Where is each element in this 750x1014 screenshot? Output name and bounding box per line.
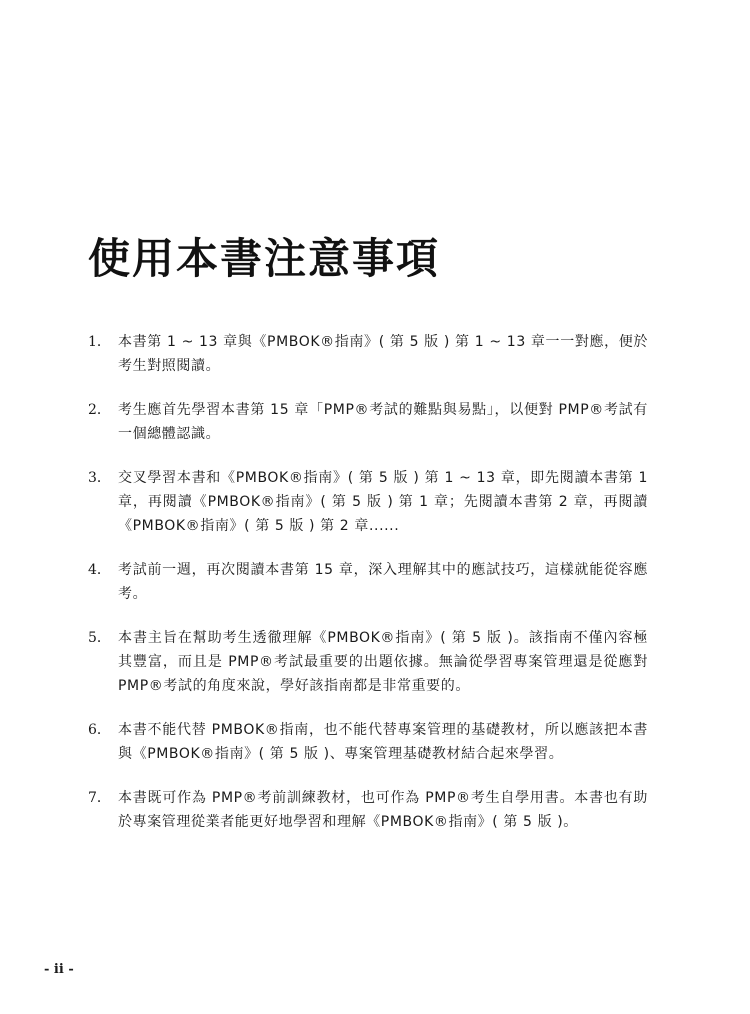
item-text: 考生應首先學習本書第 15 章「PMP®考試的難點與易點」，以便對 PMP®考試有一個總體認識。 (118, 402, 648, 442)
list-item (88, 398, 648, 446)
item-number: 5． (88, 630, 111, 646)
item-text: 本書不能代替 PMBOK®指南，也不能代替專案管理的基礎教材，所以應該把本書與《PMBOK®指南》( 第 5 版 )、專案管理基礎教材結合起來學習。 (118, 722, 648, 762)
list-item (88, 626, 648, 698)
page-title: 使用本書注意事項 (88, 234, 441, 283)
list-item (88, 558, 648, 606)
item-number: 4． (88, 562, 111, 578)
list-item (88, 718, 648, 766)
item-text: 本書第 1 ~ 13 章與《PMBOK®指南》( 第 5 版 ) 第 1 ~ 13 章一一對應，便於考生對照閱讀。 (118, 334, 648, 374)
page-number: - ii - (44, 962, 74, 977)
list-item (88, 466, 648, 538)
list-item (88, 786, 648, 834)
notes-list (88, 330, 648, 854)
item-number: 6． (88, 722, 111, 738)
list-item (88, 330, 648, 378)
item-text: 考試前一週，再次閱讀本書第 15 章，深入理解其中的應試技巧，這樣就能從容應考。 (118, 562, 648, 602)
item-text: 交叉學習本書和《PMBOK®指南》( 第 5 版 ) 第 1 ~ 13 章，即先閱讀本書第 1 章，再閱讀《PMBOK®指南》( 第 5 版 ) 第 1 章；先閱讀本書第 2 章，再閱讀《PMBOK®指南》( 第 5 版 ) 第 2 章...... (118, 470, 648, 534)
item-number: 3． (88, 470, 111, 486)
item-number: 7． (88, 790, 111, 806)
item-text: 本書主旨在幫助考生透徹理解《PMBOK®指南》( 第 5 版 )。該指南不僅內容極其豐富，而且是 PMP®考試最重要的出題依據。無論從學習專案管理還是從應對 PMP®考試的角度來說，學好該指南都是非常重要的。 (118, 630, 648, 694)
item-number: 1． (88, 334, 111, 350)
item-text: 本書既可作為 PMP®考前訓練教材，也可作為 PMP®考生自學用書。本書也有助於專案管理從業者能更好地學習和理解《PMBOK®指南》( 第 5 版 )。 (118, 790, 648, 830)
item-number: 2． (88, 402, 111, 418)
